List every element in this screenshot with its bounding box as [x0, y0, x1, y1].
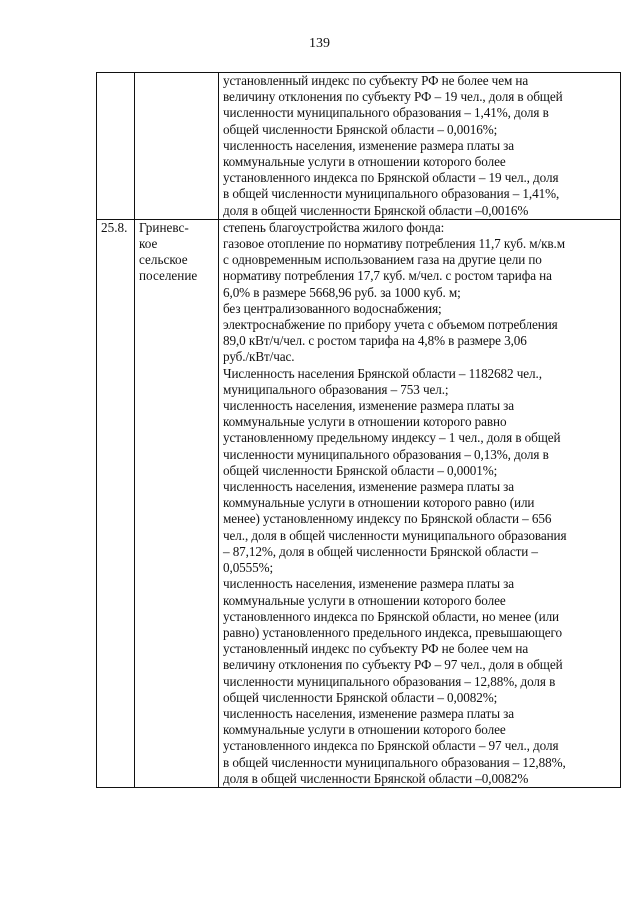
description-cell: [219, 219, 621, 787]
text-line: газовое отопление по нормативу потребления 11,7 куб. м/кв.м: [223, 236, 565, 252]
description-cell: [219, 73, 621, 220]
text-line: установленный индекс по субъекту РФ не более чем на: [223, 641, 529, 657]
name-line: поселение: [139, 268, 198, 284]
text-line: в общей численности муниципального образования – 1,41%,: [223, 186, 560, 202]
text-line: общей численности Брянской области – 0,0082%;: [223, 689, 498, 705]
text-line: муниципального образования – 753 чел.;: [223, 381, 449, 397]
text-line: численность населения, изменение размера платы за: [223, 576, 515, 592]
row-number-cell: [97, 73, 135, 220]
text-line: установленного индекса по Брянской области – 19 чел., доля: [223, 170, 559, 186]
row-number-cell: 25.8.: [97, 219, 135, 787]
text-line: степень благоустройства жилого фонда:: [223, 219, 445, 235]
municipality-name-cell: [135, 73, 219, 220]
text-line: коммунальные услуги в отношении которого более: [223, 592, 506, 608]
name-line: Гриневс-: [139, 219, 189, 235]
text-line: Численность населения Брянской области – 1182682 чел.,: [223, 365, 542, 381]
text-line: руб./кВт/час.: [223, 349, 295, 365]
text-line: доля в общей численности Брянской области –0,0016%: [223, 202, 529, 218]
text-line: численности муниципального образования – 12,88%, доля в: [223, 673, 556, 689]
text-line: без централизованного водоснабжения;: [223, 300, 442, 316]
text-line: 6,0% в размере 5668,96 руб. за 1000 куб. м;: [223, 284, 461, 300]
text-line: численность населения, изменение размера платы за: [223, 398, 515, 414]
text-line: установленного индекса по Брянской области – 97 чел., доля: [223, 738, 559, 754]
municipality-name-cell: [135, 219, 219, 787]
text-line: численность населения, изменение размера платы за: [223, 479, 515, 495]
name-line: кое: [139, 236, 158, 252]
text-line: – 87,12%, доля в общей численности Брянской области –: [223, 543, 538, 559]
text-line: электроснабжение по прибору учета с объемом потребления: [223, 317, 558, 333]
page-number: 139: [309, 36, 330, 51]
table-row: [97, 73, 621, 220]
text-line: общей численности Брянской области – 0,0016%;: [223, 121, 498, 137]
text-line: 89,0 кВт/ч/чел. с ростом тарифа на 4,8% в размере 3,06: [223, 333, 527, 349]
text-line: чел., доля в общей численности муниципального образования: [223, 527, 567, 543]
table-row: [97, 219, 621, 787]
data-table: [96, 72, 621, 788]
text-line: численности муниципального образования – 0,13%, доля в: [223, 446, 549, 462]
text-line: численность населения, изменение размера платы за: [223, 705, 515, 721]
text-line: с одновременным использованием газа на другие цели по: [223, 252, 542, 268]
text-line: установленный индекс по субъекту РФ не более чем на: [223, 73, 529, 88]
name-line: сельское: [139, 252, 188, 268]
text-line: в общей численности муниципального образования – 12,88%,: [223, 754, 566, 770]
text-line: равно) установленного предельного индекса, превышающего: [223, 624, 563, 640]
text-line: установленного индекса по Брянской области, но менее (или: [223, 608, 560, 624]
text-line: нормативу потребления 17,7 куб. м/чел. с ростом тарифа на: [223, 268, 552, 284]
text-line: коммунальные услуги в отношении которого более: [223, 154, 506, 170]
text-line: общей численности Брянской области – 0,0001%;: [223, 462, 498, 478]
text-line: коммунальные услуги в отношении которого равно (или: [223, 495, 535, 511]
text-line: численность населения, изменение размера платы за: [223, 137, 515, 153]
text-line: доля в общей численности Брянской области –0,0082%: [223, 770, 529, 786]
text-line: менее) установленному индексу по Брянской области – 656: [223, 511, 552, 527]
text-line: коммунальные услуги в отношении которого равно: [223, 414, 507, 430]
text-line: коммунальные услуги в отношении которого более: [223, 722, 506, 738]
text-line: величину отклонения по субъекту РФ – 19 чел., доля в общей: [223, 89, 563, 105]
text-line: величину отклонения по субъекту РФ – 97 чел., доля в общей: [223, 657, 563, 673]
text-line: установленному предельному индексу – 1 чел., доля в общей: [223, 430, 561, 446]
text-line: 0,0555%;: [223, 560, 274, 576]
text-line: численности муниципального образования – 1,41%, доля в: [223, 105, 549, 121]
